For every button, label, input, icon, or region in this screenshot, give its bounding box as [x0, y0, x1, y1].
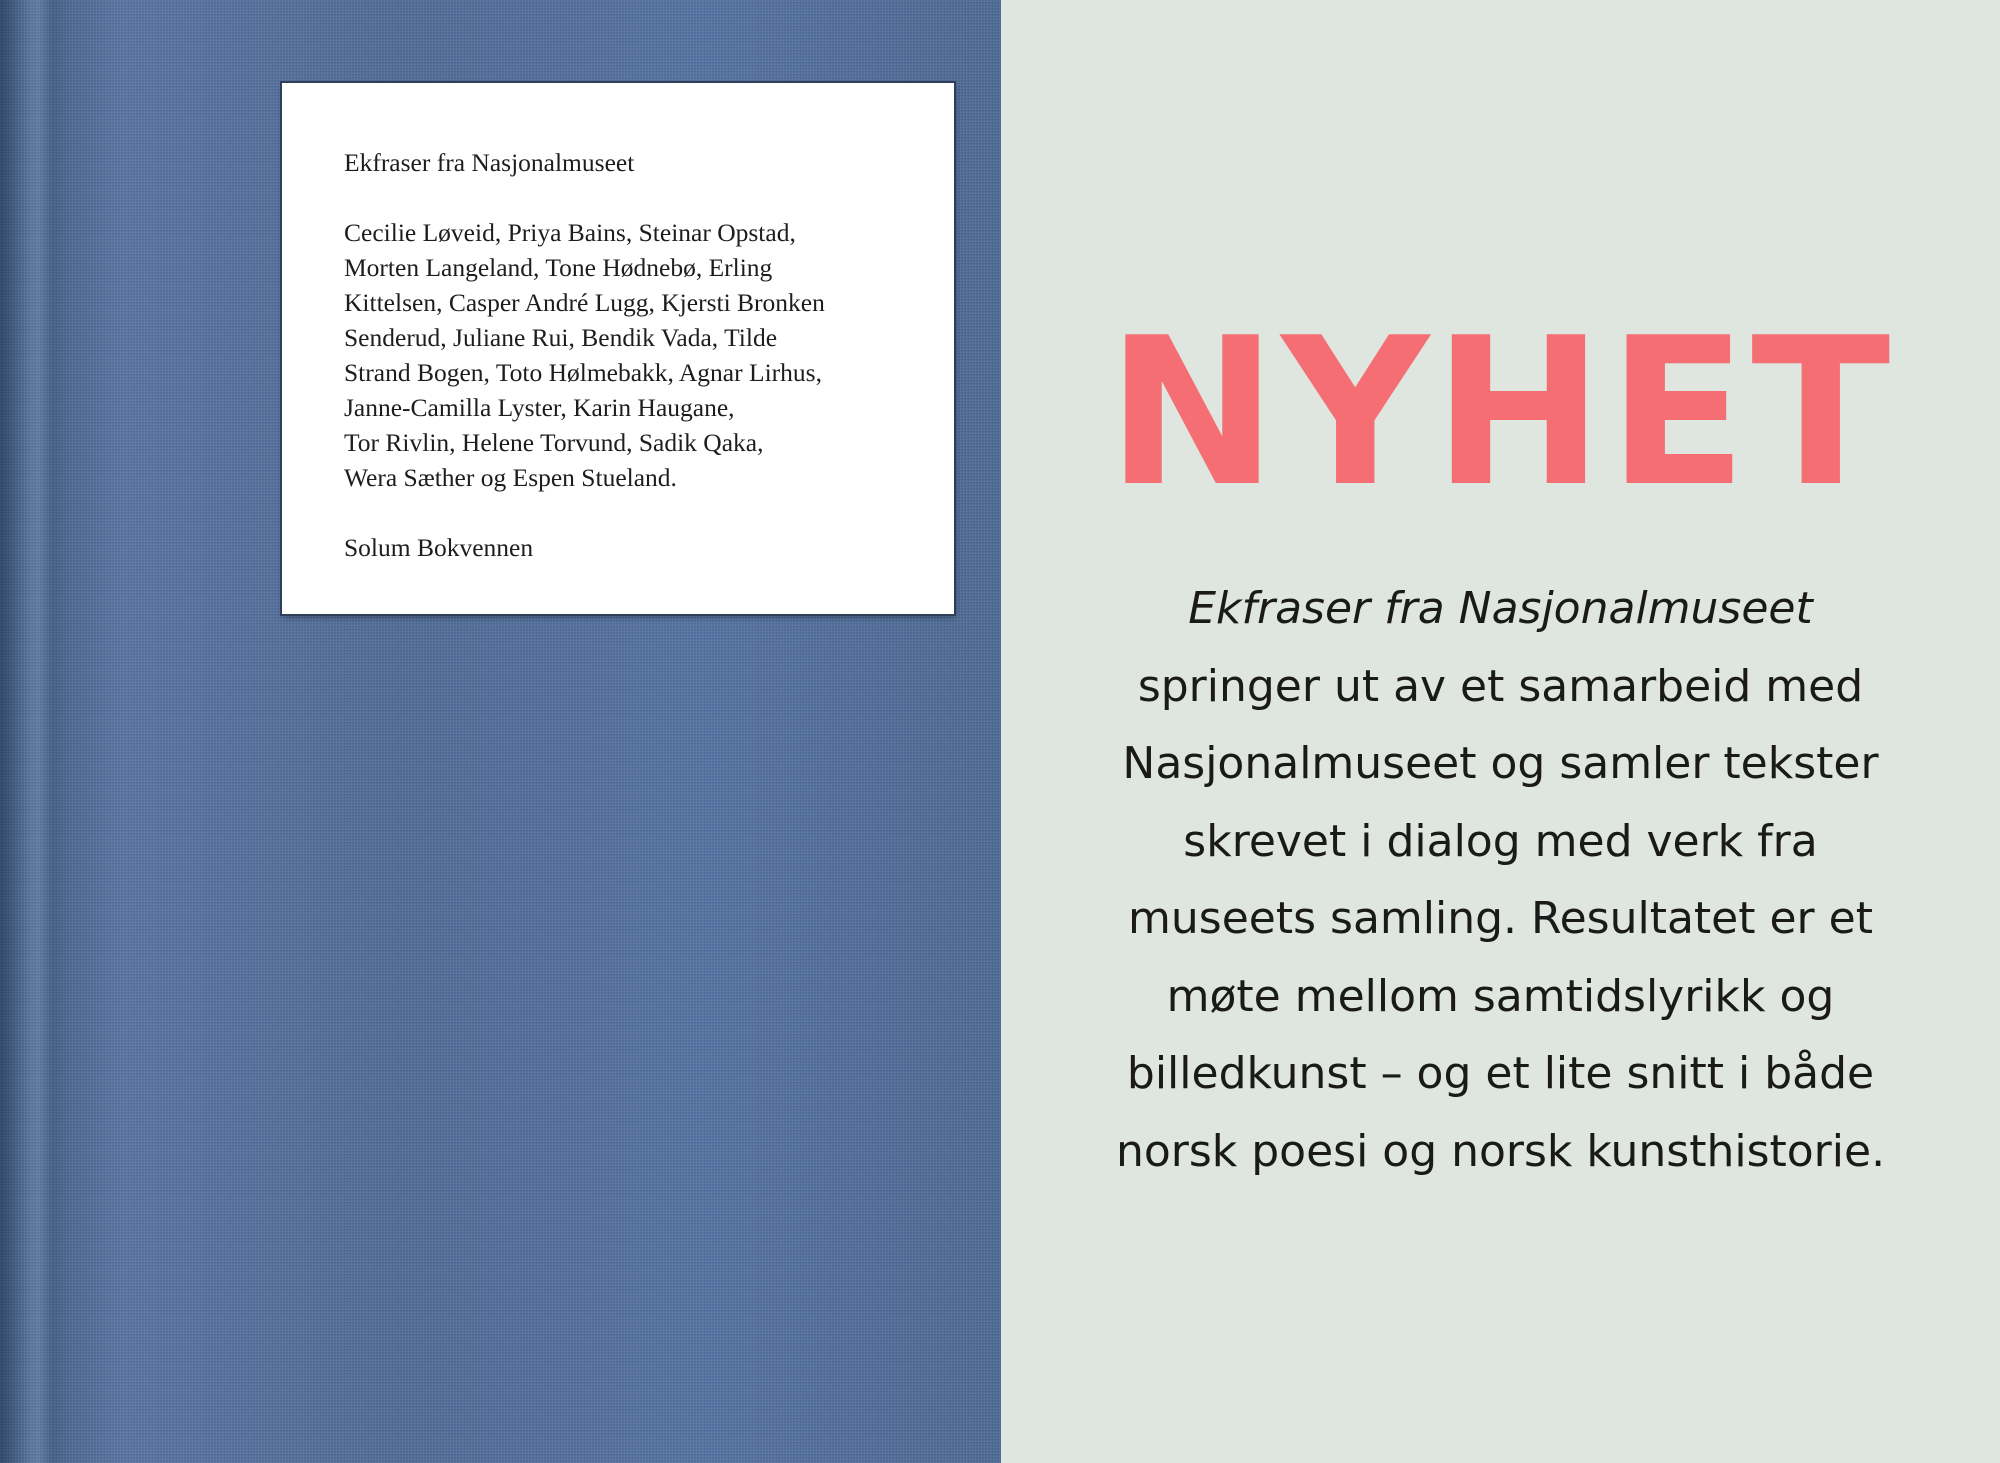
description [1001, 570, 2000, 1190]
label-author-line: Tor Rivlin, Helene Torvund, Sadik Qaka, [344, 428, 764, 457]
description-line: springer ut av et samarbeid med [1137, 660, 1864, 712]
description-line: skrevet i dialog med verk fra [1183, 815, 1818, 867]
info-panel [1001, 0, 2000, 1463]
description-line: museets samling. Resultatet er et [1128, 893, 1873, 944]
label-authors [344, 215, 914, 495]
label-author-line: Janne-Camilla Lyster, Karin Haugane, [344, 393, 735, 422]
cover-label [282, 83, 954, 614]
label-author-line: Senderud, Juliane Rui, Bendik Vada, Tilde [344, 323, 778, 352]
description-line: Nasjonalmuseet og samler tekster [1122, 738, 1879, 789]
label-author-line: Morten Langeland, Tone Hødnebø, Erling [344, 253, 773, 282]
label-author-line: Strand Bogen, Toto Hølmebakk, Agnar Lirhus, [344, 358, 822, 387]
label-publisher: Solum Bokvennen [344, 533, 534, 562]
description-book-title: Ekfraser fra Nasjonalmuseet [1188, 583, 1813, 634]
book-spine [0, 0, 70, 1463]
description-line: møte mellom samtidslyrikk og [1166, 970, 1835, 1022]
description-line: billedkunst – og et lite snitt i både [1126, 1048, 1875, 1099]
label-title: Ekfraser fra Nasjonalmuseet [344, 148, 635, 177]
headline: NYHET [1106, 295, 1895, 532]
label-author-line: Kittelsen, Casper André Lugg, Kjersti Bronken [344, 288, 825, 317]
description-line: norsk poesi og norsk kunsthistorie. [1115, 1125, 1886, 1177]
label-author-line: Wera Sæther og Espen Stueland. [344, 463, 677, 492]
label-author-line: Cecilie Løveid, Priya Bains, Steinar Opstad, [344, 218, 796, 247]
